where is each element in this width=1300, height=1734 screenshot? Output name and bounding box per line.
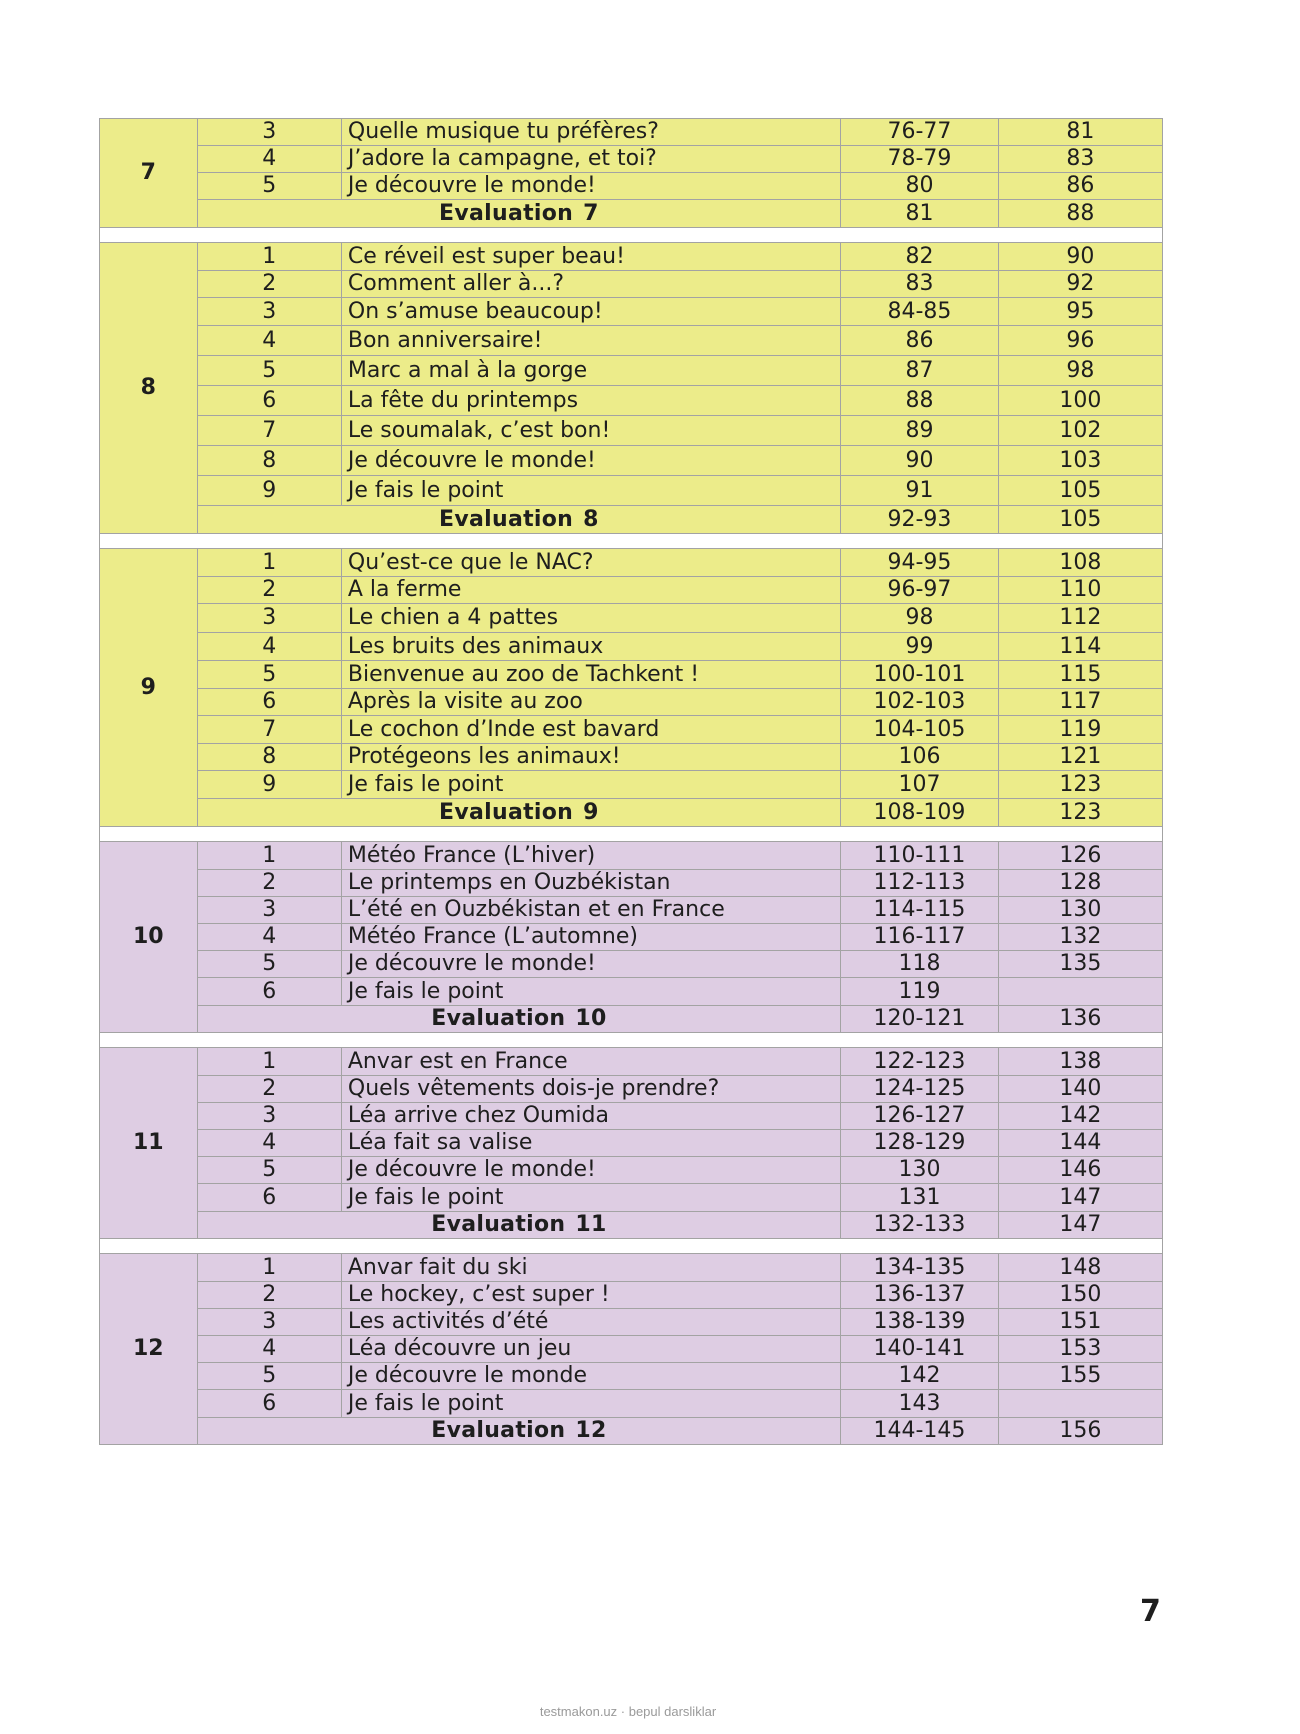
exercise-pages: 126 bbox=[998, 842, 1162, 870]
lesson-row bbox=[100, 1157, 1163, 1184]
lesson-title: Le printemps en Ouzbékistan bbox=[341, 870, 840, 897]
lesson-number: 1 bbox=[197, 549, 341, 577]
unit-number: 8 bbox=[100, 243, 198, 534]
lesson-number: 6 bbox=[197, 978, 341, 1006]
lesson-title: Météo France (L’hiver) bbox=[341, 842, 840, 870]
exercise-pages: 147 bbox=[998, 1184, 1162, 1212]
lesson-number: 5 bbox=[197, 1157, 341, 1184]
unit-table-9 bbox=[99, 548, 1163, 827]
lesson-title: Je fais le point bbox=[341, 1184, 840, 1212]
exercise-pages: 151 bbox=[998, 1309, 1162, 1336]
lesson-title: Anvar est en France bbox=[341, 1048, 840, 1076]
lesson-title: Les bruits des animaux bbox=[341, 633, 840, 661]
textbook-pages: 102-103 bbox=[841, 689, 999, 716]
lesson-title: Comment aller à...? bbox=[341, 271, 840, 298]
lesson-row bbox=[100, 924, 1163, 951]
lesson-row bbox=[100, 416, 1163, 446]
lesson-number: 1 bbox=[197, 1048, 341, 1076]
textbook-pages: 99 bbox=[841, 633, 999, 661]
evaluation-exercise-pages: 123 bbox=[998, 799, 1162, 827]
lesson-number: 3 bbox=[197, 897, 341, 924]
lesson-row bbox=[100, 271, 1163, 298]
lesson-title: L’été en Ouzbékistan et en France bbox=[341, 897, 840, 924]
exercise-pages: 96 bbox=[998, 326, 1162, 356]
lesson-title: Anvar fait du ski bbox=[341, 1254, 840, 1282]
lesson-title: Après la visite au zoo bbox=[341, 689, 840, 716]
lesson-title: Je découvre le monde bbox=[341, 1363, 840, 1390]
exercise-pages: 155 bbox=[998, 1363, 1162, 1390]
textbook-pages: 116-117 bbox=[841, 924, 999, 951]
evaluation-pages: 120-121 bbox=[841, 1006, 999, 1033]
textbook-pages: 112-113 bbox=[841, 870, 999, 897]
textbook-pages: 87 bbox=[841, 356, 999, 386]
evaluation-number: 11 bbox=[575, 1212, 607, 1237]
lesson-title: Je découvre le monde! bbox=[341, 173, 840, 200]
lesson-title: Les activités d’été bbox=[341, 1309, 840, 1336]
lesson-number: 8 bbox=[197, 446, 341, 476]
evaluation-exercise-pages: 156 bbox=[998, 1418, 1162, 1445]
lesson-number: 5 bbox=[197, 951, 341, 978]
textbook-pages: 86 bbox=[841, 326, 999, 356]
evaluation-pages: 132-133 bbox=[841, 1212, 999, 1239]
lesson-title: A la ferme bbox=[341, 577, 840, 604]
unit-separator bbox=[99, 228, 1163, 242]
textbook-pages: 138-139 bbox=[841, 1309, 999, 1336]
evaluation-exercise-pages: 147 bbox=[998, 1212, 1162, 1239]
evaluation-number: 12 bbox=[575, 1418, 607, 1443]
lesson-number: 4 bbox=[197, 1336, 341, 1363]
lesson-title: Le cochon d’Inde est bavard bbox=[341, 716, 840, 744]
lesson-number: 5 bbox=[197, 1363, 341, 1390]
lesson-title: Marc a mal à la gorge bbox=[341, 356, 840, 386]
lesson-title: Je découvre le monde! bbox=[341, 1157, 840, 1184]
evaluation-exercise-pages: 136 bbox=[998, 1006, 1162, 1033]
lesson-number: 3 bbox=[197, 298, 341, 326]
textbook-pages: 89 bbox=[841, 416, 999, 446]
page-number: 7 bbox=[1140, 1594, 1161, 1629]
lesson-title: Le soumalak, c’est bon! bbox=[341, 416, 840, 446]
lesson-number: 7 bbox=[197, 416, 341, 446]
lesson-title: Léa découvre un jeu bbox=[341, 1336, 840, 1363]
exercise-pages: 110 bbox=[998, 577, 1162, 604]
exercise-pages: 117 bbox=[998, 689, 1162, 716]
lesson-title: Quelle musique tu préfères? bbox=[341, 119, 840, 146]
unit-separator bbox=[99, 534, 1163, 548]
lesson-title: Je fais le point bbox=[341, 476, 840, 506]
exercise-pages: 115 bbox=[998, 661, 1162, 689]
evaluation-exercise-pages: 88 bbox=[998, 200, 1162, 228]
textbook-pages: 82 bbox=[841, 243, 999, 271]
lesson-row bbox=[100, 1130, 1163, 1157]
textbook-pages: 122-123 bbox=[841, 1048, 999, 1076]
lesson-row bbox=[100, 842, 1163, 870]
table-of-contents bbox=[99, 118, 1163, 1445]
lesson-number: 5 bbox=[197, 356, 341, 386]
textbook-pages: 142 bbox=[841, 1363, 999, 1390]
exercise-pages: 108 bbox=[998, 549, 1162, 577]
textbook-pages: 143 bbox=[841, 1390, 999, 1418]
evaluation-word: Evaluation bbox=[439, 506, 574, 532]
lesson-number: 1 bbox=[197, 842, 341, 870]
evaluation-word: Evaluation bbox=[431, 1006, 566, 1031]
textbook-pages: 91 bbox=[841, 476, 999, 506]
textbook-pages: 94-95 bbox=[841, 549, 999, 577]
evaluation-pages: 92-93 bbox=[841, 506, 999, 534]
lesson-row bbox=[100, 446, 1163, 476]
lesson-number: 3 bbox=[197, 604, 341, 633]
unit-separator bbox=[99, 1239, 1163, 1253]
lesson-number: 3 bbox=[197, 1103, 341, 1130]
lesson-number: 9 bbox=[197, 476, 341, 506]
textbook-pages: 126-127 bbox=[841, 1103, 999, 1130]
textbook-pages: 106 bbox=[841, 744, 999, 771]
lesson-title: Qu’est-ce que le NAC? bbox=[341, 549, 840, 577]
textbook-pages: 110-111 bbox=[841, 842, 999, 870]
evaluation-label bbox=[197, 1006, 841, 1033]
textbook-pages: 107 bbox=[841, 771, 999, 799]
evaluation-row bbox=[100, 200, 1163, 228]
lesson-row bbox=[100, 604, 1163, 633]
unit-separator bbox=[99, 1033, 1163, 1047]
lesson-title: La fête du printemps bbox=[341, 386, 840, 416]
evaluation-number: 10 bbox=[575, 1006, 607, 1031]
lesson-row bbox=[100, 146, 1163, 173]
exercise-pages: 140 bbox=[998, 1076, 1162, 1103]
footer-note: testmakon.uz · bepul darsliklar bbox=[539, 1704, 717, 1719]
lesson-number: 2 bbox=[197, 1076, 341, 1103]
textbook-pages: 83 bbox=[841, 271, 999, 298]
exercise-pages: 128 bbox=[998, 870, 1162, 897]
textbook-pages: 76-77 bbox=[841, 119, 999, 146]
lesson-title: Léa arrive chez Oumida bbox=[341, 1103, 840, 1130]
lesson-row bbox=[100, 356, 1163, 386]
lesson-row bbox=[100, 1282, 1163, 1309]
unit-table-12 bbox=[99, 1253, 1163, 1445]
lesson-row bbox=[100, 1336, 1163, 1363]
lesson-row bbox=[100, 633, 1163, 661]
lesson-row bbox=[100, 1390, 1163, 1418]
lesson-row bbox=[100, 1254, 1163, 1282]
exercise-pages: 100 bbox=[998, 386, 1162, 416]
textbook-pages: 84-85 bbox=[841, 298, 999, 326]
textbook-pages: 90 bbox=[841, 446, 999, 476]
lesson-number: 4 bbox=[197, 924, 341, 951]
lesson-row bbox=[100, 243, 1163, 271]
exercise-pages: 135 bbox=[998, 951, 1162, 978]
lesson-title: Bon anniversaire! bbox=[341, 326, 840, 356]
evaluation-pages: 108-109 bbox=[841, 799, 999, 827]
evaluation-row bbox=[100, 1418, 1163, 1445]
exercise-pages: 112 bbox=[998, 604, 1162, 633]
exercise-pages: 95 bbox=[998, 298, 1162, 326]
evaluation-pages: 81 bbox=[841, 200, 999, 228]
unit-number: 11 bbox=[100, 1048, 198, 1239]
unit-table-10 bbox=[99, 841, 1163, 1033]
exercise-pages: 98 bbox=[998, 356, 1162, 386]
lesson-number: 6 bbox=[197, 689, 341, 716]
unit-separator bbox=[99, 827, 1163, 841]
evaluation-label bbox=[197, 1418, 841, 1445]
exercise-pages: 148 bbox=[998, 1254, 1162, 1282]
textbook-pages: 114-115 bbox=[841, 897, 999, 924]
textbook-pages: 119 bbox=[841, 978, 999, 1006]
textbook-pages: 130 bbox=[841, 1157, 999, 1184]
lesson-row bbox=[100, 771, 1163, 799]
lesson-number: 2 bbox=[197, 870, 341, 897]
lesson-title: Léa fait sa valise bbox=[341, 1130, 840, 1157]
textbook-pages: 96-97 bbox=[841, 577, 999, 604]
unit-table-8 bbox=[99, 242, 1163, 534]
lesson-number: 6 bbox=[197, 386, 341, 416]
evaluation-word: Evaluation bbox=[431, 1212, 566, 1237]
textbook-pages: 88 bbox=[841, 386, 999, 416]
lesson-row bbox=[100, 476, 1163, 506]
exercise-pages: 144 bbox=[998, 1130, 1162, 1157]
lesson-row bbox=[100, 1309, 1163, 1336]
evaluation-row bbox=[100, 1212, 1163, 1239]
lesson-title: Je découvre le monde! bbox=[341, 446, 840, 476]
lesson-row bbox=[100, 577, 1163, 604]
exercise-pages: 114 bbox=[998, 633, 1162, 661]
evaluation-number: 8 bbox=[583, 506, 599, 532]
lesson-row bbox=[100, 326, 1163, 356]
lesson-number: 8 bbox=[197, 744, 341, 771]
lesson-title: Le chien a 4 pattes bbox=[341, 604, 840, 633]
lesson-title: On s’amuse beaucoup! bbox=[341, 298, 840, 326]
textbook-pages: 131 bbox=[841, 1184, 999, 1212]
lesson-number: 3 bbox=[197, 1309, 341, 1336]
evaluation-label bbox=[197, 1212, 841, 1239]
lesson-row bbox=[100, 298, 1163, 326]
evaluation-label bbox=[197, 506, 841, 534]
textbook-pages: 80 bbox=[841, 173, 999, 200]
lesson-title: Bienvenue au zoo de Tachkent ! bbox=[341, 661, 840, 689]
lesson-title: Quels vêtements dois-je prendre? bbox=[341, 1076, 840, 1103]
evaluation-word: Evaluation bbox=[439, 799, 574, 825]
lesson-title: J’adore la campagne, et toi? bbox=[341, 146, 840, 173]
lesson-title: Le hockey, c’est super ! bbox=[341, 1282, 840, 1309]
evaluation-exercise-pages: 105 bbox=[998, 506, 1162, 534]
lesson-number: 1 bbox=[197, 243, 341, 271]
evaluation-word: Evaluation bbox=[431, 1418, 566, 1443]
unit-table-11 bbox=[99, 1047, 1163, 1239]
lesson-number: 4 bbox=[197, 633, 341, 661]
evaluation-number: 9 bbox=[583, 799, 599, 825]
lesson-row bbox=[100, 689, 1163, 716]
lesson-title: Météo France (L’automne) bbox=[341, 924, 840, 951]
exercise-pages: 105 bbox=[998, 476, 1162, 506]
textbook-pages: 98 bbox=[841, 604, 999, 633]
lesson-number: 7 bbox=[197, 716, 341, 744]
lesson-row bbox=[100, 716, 1163, 744]
exercise-pages: 83 bbox=[998, 146, 1162, 173]
lesson-title: Je fais le point bbox=[341, 771, 840, 799]
unit-table-7 bbox=[99, 118, 1163, 228]
evaluation-row bbox=[100, 1006, 1163, 1033]
lesson-row bbox=[100, 1076, 1163, 1103]
lesson-row bbox=[100, 951, 1163, 978]
lesson-number: 4 bbox=[197, 1130, 341, 1157]
lesson-row bbox=[100, 1184, 1163, 1212]
lesson-number: 6 bbox=[197, 1184, 341, 1212]
lesson-title: Je fais le point bbox=[341, 1390, 840, 1418]
lesson-row bbox=[100, 119, 1163, 146]
lesson-title: Ce réveil est super beau! bbox=[341, 243, 840, 271]
lesson-number: 1 bbox=[197, 1254, 341, 1282]
textbook-pages: 100-101 bbox=[841, 661, 999, 689]
exercise-pages bbox=[998, 1390, 1162, 1418]
textbook-pages: 118 bbox=[841, 951, 999, 978]
exercise-pages: 138 bbox=[998, 1048, 1162, 1076]
lesson-number: 2 bbox=[197, 271, 341, 298]
lesson-row bbox=[100, 744, 1163, 771]
exercise-pages: 119 bbox=[998, 716, 1162, 744]
textbook-pages: 136-137 bbox=[841, 1282, 999, 1309]
exercise-pages: 102 bbox=[998, 416, 1162, 446]
exercise-pages: 146 bbox=[998, 1157, 1162, 1184]
exercise-pages: 121 bbox=[998, 744, 1162, 771]
exercise-pages: 130 bbox=[998, 897, 1162, 924]
evaluation-label bbox=[197, 200, 841, 228]
exercise-pages: 132 bbox=[998, 924, 1162, 951]
exercise-pages bbox=[998, 978, 1162, 1006]
evaluation-word: Evaluation bbox=[439, 200, 574, 226]
evaluation-pages: 144-145 bbox=[841, 1418, 999, 1445]
lesson-row bbox=[100, 897, 1163, 924]
lesson-number: 9 bbox=[197, 771, 341, 799]
exercise-pages: 103 bbox=[998, 446, 1162, 476]
evaluation-row bbox=[100, 506, 1163, 534]
lesson-row bbox=[100, 870, 1163, 897]
unit-number: 10 bbox=[100, 842, 198, 1033]
lesson-number: 4 bbox=[197, 146, 341, 173]
exercise-pages: 90 bbox=[998, 243, 1162, 271]
lesson-row bbox=[100, 1103, 1163, 1130]
lesson-row bbox=[100, 978, 1163, 1006]
lesson-row bbox=[100, 386, 1163, 416]
evaluation-label bbox=[197, 799, 841, 827]
exercise-pages: 92 bbox=[998, 271, 1162, 298]
exercise-pages: 142 bbox=[998, 1103, 1162, 1130]
lesson-number: 2 bbox=[197, 1282, 341, 1309]
evaluation-row bbox=[100, 799, 1163, 827]
lesson-title: Protégeons les animaux! bbox=[341, 744, 840, 771]
textbook-pages: 134-135 bbox=[841, 1254, 999, 1282]
textbook-pages: 124-125 bbox=[841, 1076, 999, 1103]
lesson-row bbox=[100, 173, 1163, 200]
lesson-row bbox=[100, 1048, 1163, 1076]
evaluation-number: 7 bbox=[583, 200, 599, 226]
textbook-pages: 140-141 bbox=[841, 1336, 999, 1363]
lesson-row bbox=[100, 549, 1163, 577]
exercise-pages: 150 bbox=[998, 1282, 1162, 1309]
textbook-pages: 78-79 bbox=[841, 146, 999, 173]
exercise-pages: 123 bbox=[998, 771, 1162, 799]
lesson-number: 3 bbox=[197, 119, 341, 146]
lesson-title: Je fais le point bbox=[341, 978, 840, 1006]
lesson-number: 5 bbox=[197, 661, 341, 689]
lesson-title: Je découvre le monde! bbox=[341, 951, 840, 978]
lesson-number: 5 bbox=[197, 173, 341, 200]
lesson-number: 4 bbox=[197, 326, 341, 356]
lesson-number: 2 bbox=[197, 577, 341, 604]
lesson-number: 6 bbox=[197, 1390, 341, 1418]
unit-number: 9 bbox=[100, 549, 198, 827]
textbook-pages: 104-105 bbox=[841, 716, 999, 744]
lesson-row bbox=[100, 1363, 1163, 1390]
textbook-pages: 128-129 bbox=[841, 1130, 999, 1157]
unit-number: 7 bbox=[100, 119, 198, 228]
unit-number: 12 bbox=[100, 1254, 198, 1445]
lesson-row bbox=[100, 661, 1163, 689]
exercise-pages: 86 bbox=[998, 173, 1162, 200]
exercise-pages: 153 bbox=[998, 1336, 1162, 1363]
exercise-pages: 81 bbox=[998, 119, 1162, 146]
